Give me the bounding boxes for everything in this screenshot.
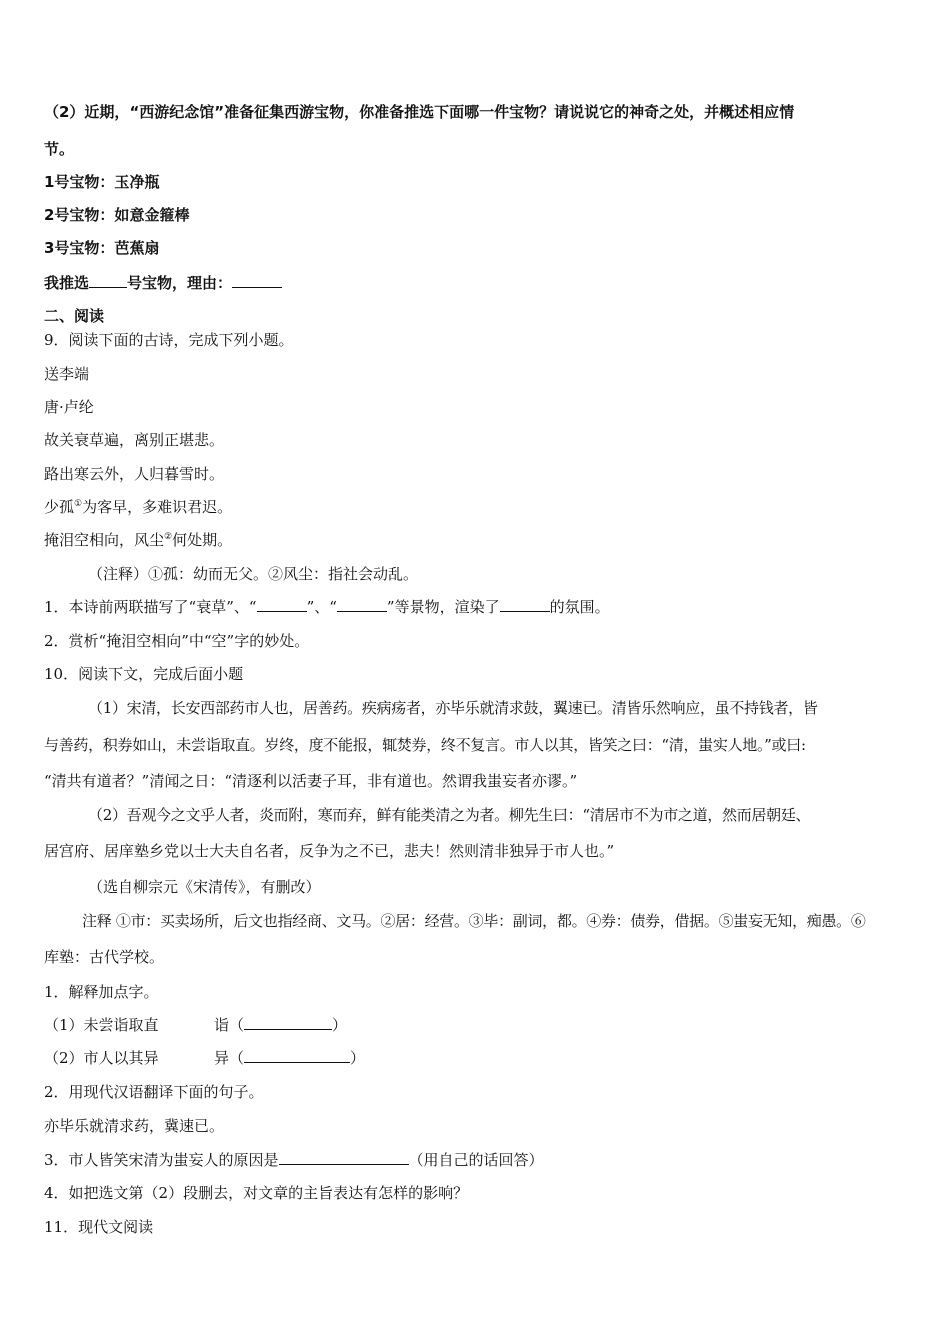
q8-prompt-line2: 节。 bbox=[44, 140, 75, 158]
recommend-text-a: 我推选 bbox=[44, 274, 90, 292]
q8-prompt-line1: （2）近期，“西游纪念馆”准备征集西游宝物，你准备推选下面哪一件宝物？请说说它的神奇之处，并概述相应情 bbox=[44, 103, 795, 121]
q10-sub1-blank-1[interactable] bbox=[244, 1015, 332, 1030]
q10-prompt: 10．阅读下文，完成后面小题 bbox=[44, 665, 244, 683]
q9-sub1 bbox=[44, 597, 610, 617]
q10-sub2: 2．用现代汉语翻译下面的句子。 bbox=[44, 1083, 264, 1101]
poem-line-1: 故关衰草遍，离别正堪悲。 bbox=[44, 431, 225, 449]
q11-prompt: 11．现代文阅读 bbox=[44, 1218, 154, 1236]
close-paren-1: ） bbox=[332, 1016, 348, 1034]
q10-p1-line1: （1）宋清，长安西部药市人也，居善药。疾病疡者，亦毕乐就清求鼓，翼速已。清皆乐然响应，虽不持钱者，皆 bbox=[88, 699, 818, 717]
q9-sub1-a: 1．本诗前两联描写了“衰草”、“ bbox=[44, 598, 257, 616]
q10-source: （选自柳宗元《宋清传》，有删改） bbox=[88, 878, 321, 896]
q10-sub1-blank-2[interactable] bbox=[244, 1048, 350, 1063]
q10-sub2-sentence: 亦毕乐就清求药，冀速已。 bbox=[44, 1117, 225, 1135]
q10-sub3-a: 3．市人皆笑宋清为蚩妄人的原因是 bbox=[44, 1151, 279, 1169]
q10-sub1-item2-question: （2）市人以其异 bbox=[44, 1049, 159, 1067]
poem-line-3-b: 为客早，多难识君迟。 bbox=[82, 498, 233, 516]
q9-sub2: 2．赏析“掩泪空相向”中“空”字的妙处。 bbox=[44, 632, 310, 650]
recommend-text-b: 号宝物，理由： bbox=[127, 274, 233, 292]
q9-sub1-b: ”、“ bbox=[306, 598, 337, 616]
poem-title: 送李端 bbox=[44, 365, 90, 383]
poem-line-4-b: 何处期。 bbox=[172, 531, 233, 549]
q10-sub1-item1 bbox=[44, 1015, 348, 1035]
q10-p1-line2: 与善药，积券如山，未尝诣取直。岁终，度不能报，辄焚券，终不复言。市人以其，皆笑之曰：“清，蚩实人地。”或曰: bbox=[44, 736, 806, 754]
poem-line-2: 路出寒云外，人归暮雪时。 bbox=[44, 465, 225, 483]
poem-line-3-a: 少孤 bbox=[44, 498, 75, 516]
recommend-number-blank[interactable] bbox=[89, 273, 127, 288]
q9-blank-1[interactable] bbox=[257, 597, 307, 612]
section-title: 二、阅读 bbox=[44, 307, 105, 325]
poem-note: （注释）①孤：幼而无父。②风尘：指社会动乱。 bbox=[88, 565, 419, 583]
q10-note-line2: 库塾：古代学校。 bbox=[44, 948, 165, 966]
q10-p2-line2: 居宫府、居庠塾乡党以士大夫自名者，反争为之不已，悲夫！然则清非独异于市人也。” bbox=[44, 842, 615, 860]
footnote-mark-2: ② bbox=[164, 532, 173, 542]
poem-line-4-a: 掩泪空相向，风尘 bbox=[44, 531, 165, 549]
q10-sub3-blank[interactable] bbox=[279, 1150, 409, 1165]
q8-item-2: 2号宝物：如意金箍棒 bbox=[44, 206, 190, 224]
footnote-mark-1: ① bbox=[74, 499, 83, 509]
q10-sub1-item2 bbox=[44, 1048, 366, 1068]
q10-p1-line3: “清共有道者？”清闻之日：“清逐利以活妻子耳，非有道也。然谓我蚩妄者亦谬。” bbox=[44, 772, 578, 790]
q9-sub1-d: 的氛围。 bbox=[549, 598, 610, 616]
q10-sub1: 1．解释加点字。 bbox=[44, 983, 159, 1001]
q9-sub1-c: ”等景物，渲染了 bbox=[386, 598, 500, 616]
q10-sub3 bbox=[44, 1150, 544, 1170]
word-1: 诣（ bbox=[214, 1016, 245, 1034]
q9-blank-3[interactable] bbox=[500, 597, 550, 612]
q10-sub1-item1-question: （1）未尝诣取直 bbox=[44, 1016, 159, 1034]
q10-sub1-item2-word bbox=[214, 1048, 365, 1068]
q10-sub3-b: （用自己的话回答） bbox=[408, 1151, 544, 1169]
q8-item-3: 3号宝物：芭蕉扇 bbox=[44, 239, 160, 257]
q10-sub4: 4．如把选文第（2）段删去，对文章的主旨表达有怎样的影响？ bbox=[44, 1184, 469, 1202]
poem-author: 唐·卢纶 bbox=[44, 398, 94, 416]
q8-recommend-line bbox=[44, 273, 282, 293]
close-paren-2: ） bbox=[350, 1049, 366, 1067]
recommend-reason-blank[interactable] bbox=[232, 273, 282, 288]
word-2: 异（ bbox=[214, 1049, 245, 1067]
q8-item-1: 1号宝物：玉净瓶 bbox=[44, 173, 160, 191]
q10-sub1-item1-word bbox=[214, 1015, 347, 1035]
q9-blank-2[interactable] bbox=[337, 597, 387, 612]
poem-line-4 bbox=[44, 530, 232, 550]
poem-line-3 bbox=[44, 497, 232, 517]
q10-p2-line1: （2）吾观今之文乎人者，炎而附，寒而弃，鲜有能类清之为者。柳先生曰：“清居市不为市之道，然而居朝廷、 bbox=[88, 806, 811, 824]
q9-prompt: 9．阅读下面的古诗，完成下列小题。 bbox=[44, 331, 294, 349]
q10-note-line1: 注释 ①市：买卖场所，后文也指经商、文马。②居：经营。③毕：副词，都。④券：债券，借据。⑤蚩妄无知，痴愚。⑥ bbox=[82, 912, 866, 930]
